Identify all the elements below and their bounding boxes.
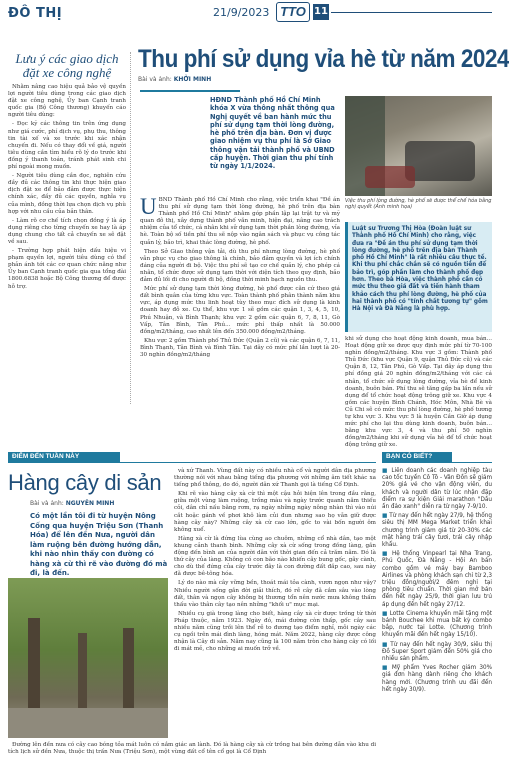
sidebar-body — [8, 84, 126, 291]
did-you-know-list — [382, 468, 492, 768]
street-photo — [345, 96, 492, 196]
did-you-know-item — [382, 468, 492, 511]
body-paragraph: Khu vực 2 gồm Thành phố Thủ Đức (Quận 2 cũ) và các quận 6, 7, 11, Bình Thạnh, Tân Bình và Bình Tân. Tại đây có mức phí lần lượt là 20-30 nghìn đồng/m2/tháng — [140, 337, 340, 358]
body-paragraph: Mức phí sử dụng tạm thời lòng đường, hè phố được căn cứ theo giá đất bình quân của từng khu vực. Toàn thành phố phân thành năm khu vực, áp dụng mức thu linh hoạt tùy theo mục đích sử dụng là kinh doanh hay đỗ xe. Cụ thể, khu vực 1 sẽ gồm các quận 1, 3, 4, 5, 10, Phú Nhuận, và Bình Thạnh; khu vực 2 gồm các quận 6, 7, 8, 11, Gò Vấp, Tân Bình, Tân Phú... mức phí thấp nhất là 50.000 đồng/m2/tháng, cao nhất lên đến 350.000 đồng/m2/tháng. — [140, 286, 340, 335]
main-headline: Thu phí sử dụng vỉa hè từ năm 2024 — [138, 45, 509, 73]
did-you-know-text: Lotte Cinema khuyến mãi tặng một bánh Bouchee khi mua bất kỳ combo bắp, nước tại Lotte. (Chương trình khuyến mãi đến hết ngày 15/10). — [382, 610, 492, 639]
main-byline — [138, 76, 492, 83]
feature-lead: Có một lần tôi đi từ huyện Nông Cống qua huyện Triệu Sơn (Thanh Hóa) để lên đền Nưa, người dân làm ruộng bên đường hướng dẫn, khi nào nhìn thấy con đường có hàng xà cừ thì rẽ vào đường đó mà đi, là đến. — [30, 512, 168, 577]
sidebar-paragraph: Nhằm nâng cao hiệu quả bảo vệ quyền lợi người tiêu dùng trong các giao dịch đặt xe công nghệ, Ủy ban Cạnh tranh quốc gia (Bộ Công thương) khuyến cáo người tiêu dùng: — [8, 84, 126, 119]
bullet-icon: ■ — [382, 641, 391, 648]
main-body-column — [140, 194, 340, 443]
sidebar-paragraph: - Người tiêu dùng cần đọc, nghiên cứu đầy đủ các thông tin khi thực hiện giao dịch đặt xe để bảo đảm được thực hiện chính xác, đầy đủ các quyền, nghĩa vụ của mình, đồng thời lựa chọn dịch vụ phù hợp với nhu cầu của bản thân. — [8, 173, 126, 215]
did-you-know-text: Từ nay đến hết ngày 30/9, siêu thị Đồ Super Sport giảm đến 50% giá cho nhiều sản phẩm. — [382, 641, 492, 663]
sidebar-paragraph: - Làm rõ cơ chế tích chọn đồng ý là áp dụng riêng cho từng chuyến xe hay là áp dụng chung cho tất cả chuyến xe sẽ đặt về sau. — [8, 217, 126, 245]
bullet-icon: ■ — [382, 513, 390, 520]
main-lead: HĐND Thành phố Hồ Chí Minh khóa X vừa thông nhất thông qua Nghị quyết về ban hành mức thu phí sử dụng tạm thời lòng đường, hè phố trên địa bàn. Đơn vị được giao nhiệm vụ thu phí là Sở Giao thông vận tải thành phố và UBND cấp huyện. Thời gian thu phí tính từ ngày 1/1/2024. — [210, 96, 335, 171]
did-you-know-item — [382, 551, 492, 609]
feature-section-label: ĐIỂM ĐẾN TUẦN NÀY — [8, 452, 120, 462]
sidebar-paragraph: - Trường hợp phát hiện dấu hiệu vi phạm quyền lợi, người tiêu dùng có thể phản ánh tới các cơ quan chức năng như Ủy ban Cạnh tranh quốc gia qua tổng đài 1800.6838 hoặc Bộ Công thương để được hỗ trợ. — [8, 248, 126, 290]
byline-prefix: Bài và ảnh: — [138, 76, 172, 83]
feature-paragraph: Nhiều cụ già trong làng cho biết, hàng cây xà cừ được trồng từ thời Pháp thuộc, năm 1923. Ngày đó, mái đường còn thấp, gốc cây sau nhiều năm cũng trồi lên thể rễ to đương tạo điểm nghỉ, mỗi ngày các cụ ngồi trên mái đình làng, hóng mát. Năm 2022, hàng cây được công nhận là Cây di sản. Năm nay cũng là 100 năm tròn cho hàng cây có lối đi mát mẻ, cho những ai muốn trở về. — [174, 610, 376, 653]
feature-title: Hàng cây di sản — [8, 470, 162, 495]
photo-caption: Việc thu phí lòng đường, hè phố sẽ được thể chế hóa bằng nghị quyết (Ảnh minh họa) — [345, 198, 492, 211]
photo-road — [8, 708, 168, 738]
feature-body-bottom — [8, 742, 376, 774]
photo-motorbikes — [405, 141, 475, 181]
did-you-know-item — [382, 611, 492, 640]
tree-row-photo — [8, 578, 168, 738]
feature-paragraph: Hàng xà cừ là đứng lùa cùng ao chuôm, những cổ nhà dân, tạo một khung cảnh thanh bình. Những cây xà cừ sống trong đồng làng, gắn động đến bình an của người dân với thời gian đến cả trăm năm. Đó là thứ cây của làng. Không có con bão nào khiến cây bung gốc, gãy cành, cho dù thế đứng của cây trước đây là con đường đất đắp cao, sau này đã được bê-tông hóa. — [174, 535, 376, 578]
consumer-tips-sidebar — [8, 52, 131, 404]
issue-date: 21/9/2023 — [213, 6, 270, 19]
main-body-continued — [345, 336, 492, 449]
body-paragraph: khi sử dụng cho hoạt động kinh doanh, mua bán... Hoạt động giữ xe được quy định mức phí từ 70-100 nghìn đồng/m2/tháng. Khu vực 3 gồm: Thành phố Thủ Đức (khu vực Quận 9, quận Thủ Đức cũ) và các Quận 8, 12, Tân Phú, Gò Vấp. Tại đây áp dụng thu phí đồng giá 20 nghìn đồng/m2/tháng với các cá nhân, tổ chức sử dụng lòng đường, vỉa hè để kinh doanh, buôn bán. Phí thu sẽ tăng gấp ba lần nếu sử dụng để tổ chức hoạt động trông giữ xe. Khu vực 4 gồm các huyện Bình Chánh, Hóc Môn, Nhà Bè và Củ Chi sẽ có mức thu phí lòng đường, hè phố tương tự khu vực 3. Khu vực 5 là huyện Cần Giờ áp dụng mức phí cho lại thu dùng kinh doanh, buôn bán... bằng khu vực 3, 4 và thu phí 50 nghìn đồng/m2/tháng khi sử dụng vỉa hè để tổ chức hoạt động trông giữ xe. — [345, 336, 492, 449]
header-rule — [331, 12, 492, 13]
page-header — [8, 2, 492, 28]
did-you-know-label: BẠN CÓ BIẾT? — [382, 452, 452, 462]
feature-paragraph: Khi rẽ vào hàng cây xà cừ thì một cậu hỏi hiện lên trong đầu rằng, giữa một vùng làm ruộng, trồng màu và ngày trước quanh năm thiếu cỏi, dân chỉ nấu bằng rơm, rạ ngày những ngày nông nhàn thì vào núi cắt hoặc gánh về phơi khô làm củi đun nhưng sao họ vẫn giữ được hàng cây này? Những cây xà cừ cao lớn, gốc to vài bốn người ôm không xuể. — [174, 491, 376, 533]
sidebar-paragraph: - Đọc kỹ các thông tin trên ứng dụng như giá cước, phí dịch vụ, phụ thu, thông tin tài xế và xe trước khi xác nhận chuyến đi. Nếu có thay đổi về giá, người tiêu dùng cần tìm hiểu rõ lý do trước khi đồng ý thanh toán, tránh phát sinh chi phí ngoài mong muốn. — [8, 121, 126, 171]
page-number: 11 — [313, 4, 329, 20]
bullet-icon: ■ — [382, 468, 392, 474]
photo-vehicle — [365, 166, 415, 188]
did-you-know-text: Liên doanh các doanh nghiệp tàu cao tốc tuyến Cô Tô - Vân Đồn sẽ giảm 20% giá vé cho vận động viên, du khách và người dân từ lúc nhận đặp điểm ra sự kiện Giải marathon "Dấu ấn đảo xanh" diễn ra từ ngày 7-9/10. — [382, 468, 492, 511]
newspaper-logo: TTO — [276, 2, 310, 22]
body-paragraph: Theo Sở Giao thông vận tải, dù thu phí nhưng lòng đường, hè phố vẫn phục vụ cho giao thông là chính, bảo đảm quyền và lợi ích chính đáng của người đi bộ. Việc thu phí sẽ tạo cơ chế quản lý, cho phép cá nhân, tổ chức được sử dụng tạm thời với diện tích theo quy định, bảo đảm đủ lối đi cho người đi bộ, đồng thời minh bạch nguồn thu. — [140, 248, 340, 284]
feature-paragraph: Đường lên đền nưa có cây cao bóng tỏa mát luôn có nắm giác an lành. Đó là hàng cây xà cừ trồng hai bên đường dẫn vào khu di tích lịch sử đền Nưa, thuộc thị trấn Nưa (Triệu Sơn), một vùng đất cổ tên cổ gọi là Cổ Định — [8, 742, 376, 756]
did-you-know-text: Mỹ phẩm Yves Rocher giảm 30% giá đơn hàng dành riêng cho khách hàng mới. (Chương trình ưu đãi đến hết ngày 30/9). — [382, 665, 492, 693]
drop-cap: U — [140, 194, 157, 219]
did-you-know-item — [382, 642, 492, 664]
sidebar-title: Lưu ý các giao dịch đặt xe công nghệ — [15, 51, 119, 80]
byline-prefix: Bài và ảnh: — [30, 500, 64, 507]
body-paragraph: BND Thành phố Hồ Chí Minh cho rằng, việc triển khai "Đề án thu phí sử dụng tạm thời lòng đường, hè phố trên địa bàn Thành phố Hồ Chí Minh" nhằm góp phần lập lại trật tự và mỹ quan đô thị, xây dựng thành phố văn minh, hiện đại, nâng cao trách nhiệm của tổ chức, cá nhân khi sử dụng tạm thời phần lòng đường, vỉa hè. Toàn bộ số tiền phí thu sẽ nộp vào ngân sách và phục vụ công tác quản lý, bảo trì, khai thác lòng đường, hè phố. — [140, 197, 340, 246]
byline-name: KHỞI MINH — [173, 76, 212, 83]
feature-byline — [30, 500, 114, 507]
feature-body-column — [174, 468, 376, 740]
section-label: ĐÔ THỊ — [8, 6, 63, 21]
feature-paragraph: Lý do nào mà cây vững bền, thoát mái tỏa cành, vươn ngọn như vậy? Nhiều người sống gắn đời giải thích, đó rễ cây đã cắm sâu vào lòng đất, thân và ngọn cây không bị thương tổn nên nước mưa không thấm thấu vào thân cây tạo nên những "khối u" mục mại. — [174, 580, 376, 608]
feature-rule — [8, 462, 376, 463]
did-you-know-item — [382, 513, 492, 549]
bullet-icon: ■ — [382, 665, 392, 672]
main-headline-block — [138, 44, 509, 94]
lawyer-quote-box: Luật sư Trương Thị Hòa (Đoàn luật sư Thành phố Hồ Chí Minh) cho rằng, việc đưa ra "Đề án thu phí sử dụng tạm thời lòng đường, hè phố trên địa bàn Thành phố Hồ Chí Minh" là rất nhiều câu thực tế. Khi thu phí chắc chắn sẽ có nguồn tiền để bảo trì, góp phần làm cho thành phố đẹp hơn. Theo bà Hòa, việc thành phố cần có mức thu theo giá đất và tiến hành tham khảo cách thu phí lòng đường, hè phố của hai thành phố có "tính chất tương tự" gồm Hà Nội và Đà Nẵng là phù hợp. — [345, 222, 492, 332]
byline-name: NGUYÊN MINH — [65, 500, 115, 507]
bullet-icon: ■ — [382, 551, 393, 558]
did-you-know-text: Hệ thống Vinpearl tại Nha Trang, Phú Quốc, Đà Nẵng - Hội An bán combo gồm vé máy bay Bamboo Airlines và phòng khách sạn chỉ từ 2,3 triệu đồng/người/2 đêm nghỉ tại phòng tiêu chuẩn. Thời gian mở bán đến hết ngày 25/9, thời gian lưu trú áp dụng đến hết ngày 27/12. — [382, 551, 492, 608]
did-you-know-rule — [382, 462, 492, 463]
bullet-icon: ■ — [382, 610, 390, 617]
did-you-know-item — [382, 665, 492, 694]
feature-paragraph: và xứ Thanh. Vùng đất này có nhiều nhà cổ và người dân địa phương thường nói với nhau bằng tiếng địa phương với những âm tiết khác xa tiếng phổ thông, do đó, người dân xứ Thanh gọi là tiếng Cổ Định. — [174, 468, 376, 489]
did-you-know-text: Từ nay đến hết ngày 27/9, hệ thống siêu thị MM Mega Market triển khai chương trình giảm giá từ 20-30% các mặt hàng trái cây tươi, trái cây nhập khẩu. — [382, 513, 492, 549]
